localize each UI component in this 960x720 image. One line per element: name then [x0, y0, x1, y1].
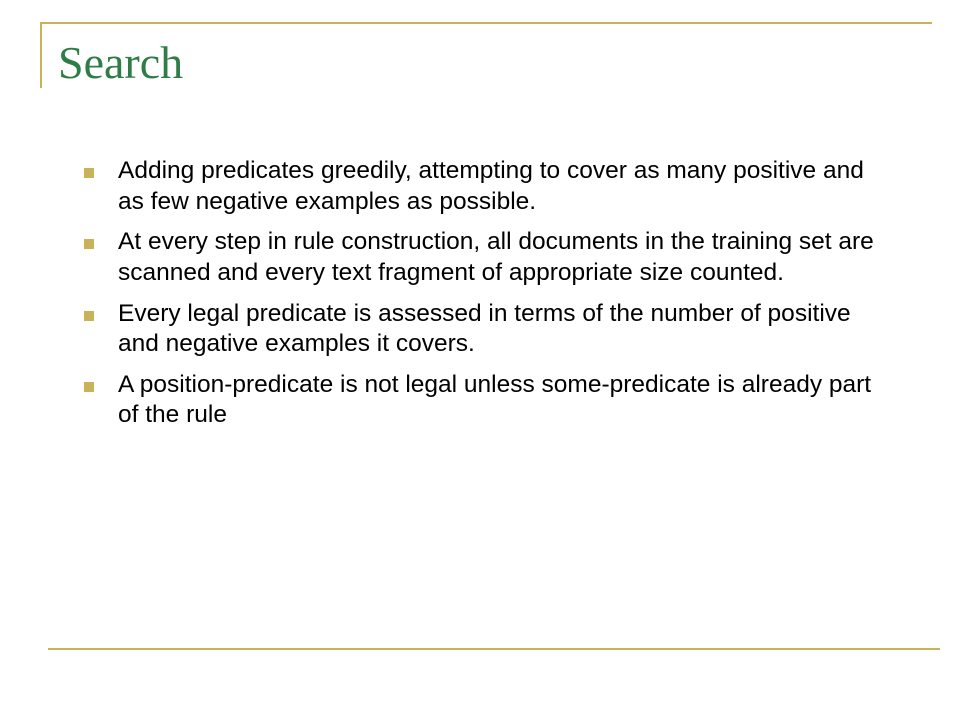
- bullet-item: [84, 156, 884, 217]
- square-bullet-icon: [84, 311, 94, 321]
- bullet-item: [84, 299, 884, 360]
- bullet-text: A position-predicate is not legal unless some-predicate is already part of the rule: [118, 370, 872, 429]
- left-rule-divider: [40, 22, 42, 88]
- bullet-text: Adding predicates greedily, attempting to cover as many positive and as few negative examples as possible.: [118, 157, 864, 215]
- top-rule-divider: [40, 22, 932, 24]
- bullet-text: At every step in rule construction, all documents in the training set are scanned and every text fragment of appropriate size counted.: [118, 228, 874, 286]
- bullet-list: [84, 156, 884, 441]
- square-bullet-icon: [84, 239, 94, 249]
- bullet-text: Every legal predicate is assessed in terms of the number of positive and negative examples it covers.: [118, 299, 851, 358]
- bullet-item: [84, 370, 884, 431]
- slide-title: Search: [58, 37, 184, 88]
- bottom-rule-divider: [48, 648, 940, 650]
- square-bullet-icon: [84, 382, 94, 392]
- square-bullet-icon: [84, 168, 94, 178]
- bullet-item: [84, 227, 884, 288]
